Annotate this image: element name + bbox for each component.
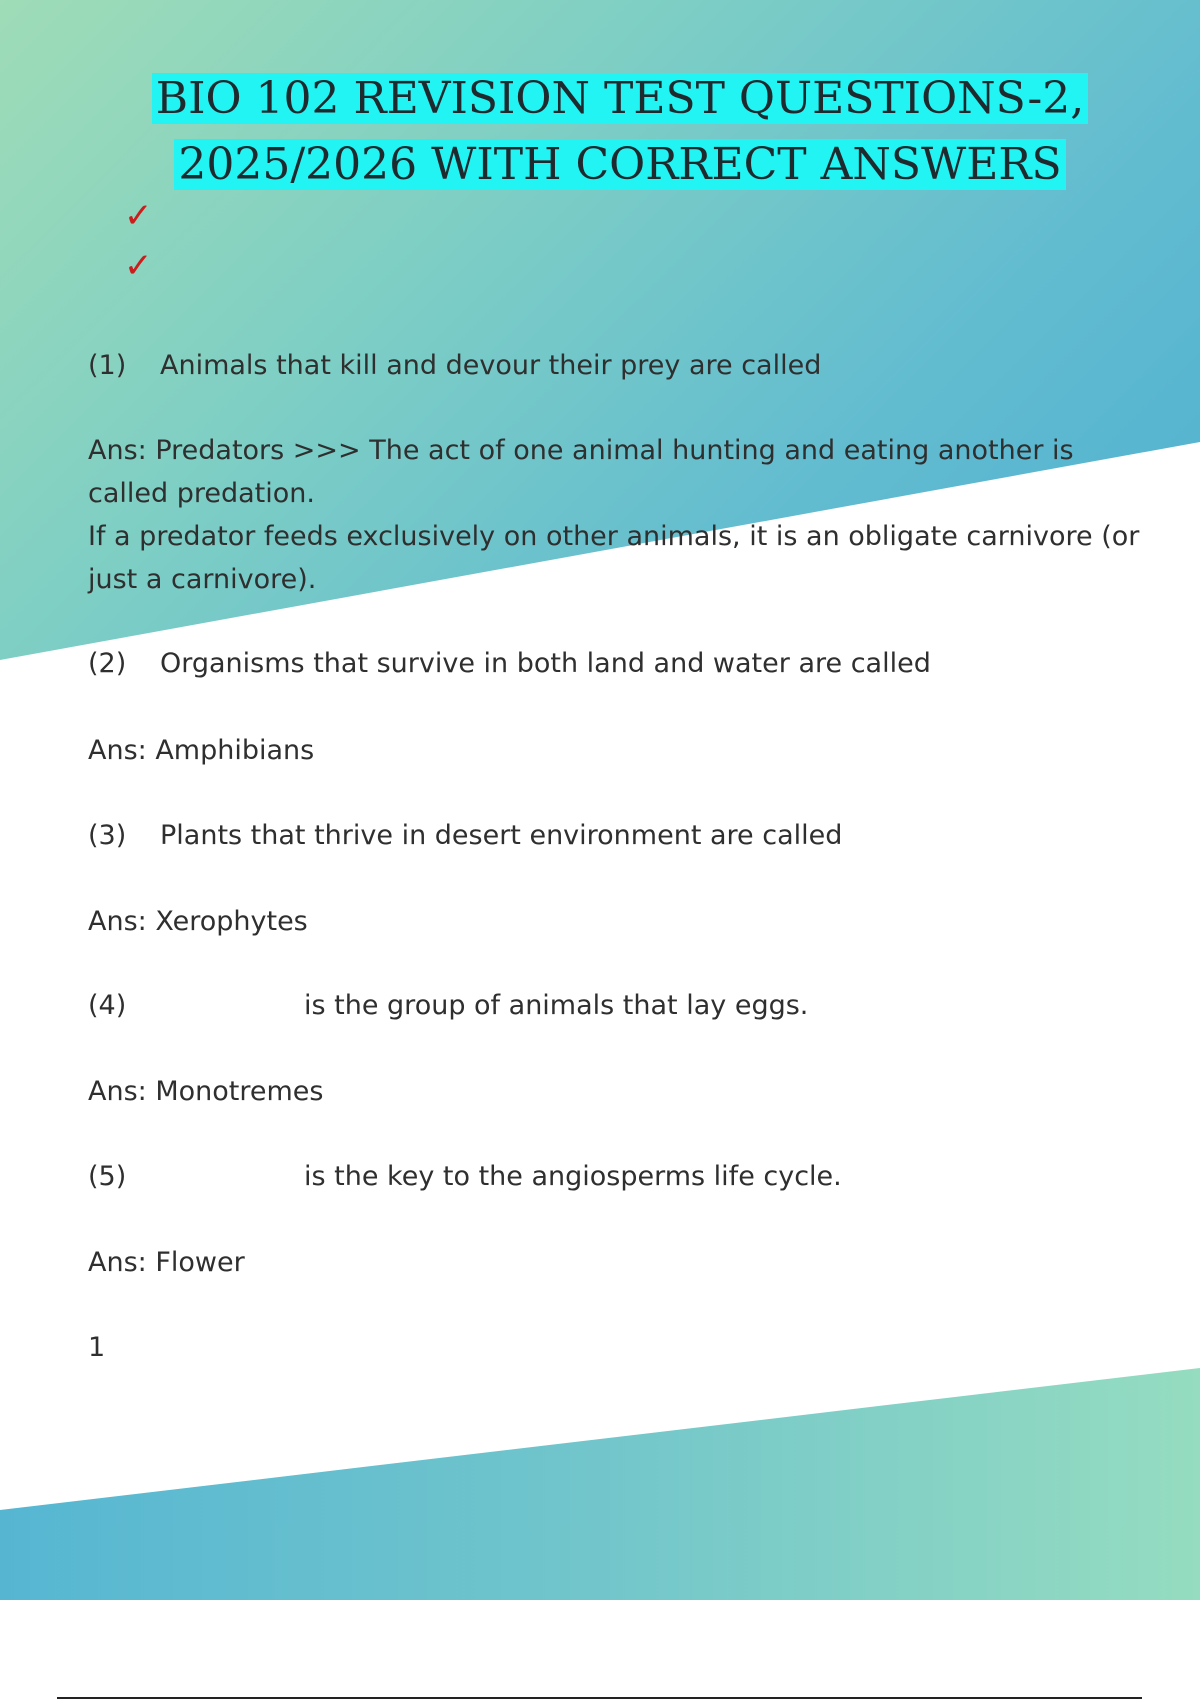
answer-3: Ans: Xerophytes	[88, 906, 308, 937]
answer-text: Ans: Predators >>> The act of one animal hunting and eating another is called predation.	[88, 435, 1074, 509]
question-5	[88, 1157, 842, 1197]
question-4	[88, 986, 808, 1026]
question-number: (1)	[88, 350, 127, 381]
answer-4: Ans: Monotremes	[88, 1076, 324, 1107]
question-number: (2)	[88, 648, 127, 679]
question-2	[88, 644, 931, 684]
check-mark-icon: ✓	[124, 246, 153, 286]
check-mark-icon: ✓	[124, 196, 153, 236]
question-3	[88, 816, 842, 856]
question-text: is the key to the angiosperms life cycle.	[304, 1161, 842, 1192]
question-text: is the group of animals that lay eggs.	[304, 990, 809, 1021]
question-text: Animals that kill and devour their prey are called	[160, 350, 822, 381]
title-line-2: 2025/2026 WITH CORRECT ANSWERS	[174, 139, 1065, 190]
page-title	[0, 66, 1200, 198]
answer-note: If a predator feeds exclusively on other animals, it is an obligate carnivore (or just a carnivore).	[88, 521, 1140, 595]
question-text: Organisms that survive in both land and water are called	[160, 648, 931, 679]
answer-5: Ans: Flower	[88, 1247, 245, 1278]
question-1	[88, 346, 821, 386]
question-number: (5)	[88, 1161, 127, 1192]
answer-2: Ans: Amphibians	[88, 735, 315, 766]
question-number: (4)	[88, 990, 127, 1021]
question-number: (3)	[88, 820, 127, 851]
question-text: Plants that thrive in desert environment are called	[160, 820, 843, 851]
footer-divider	[57, 1697, 1142, 1699]
answer-1	[88, 429, 1148, 601]
page-number: 1	[88, 1332, 106, 1363]
title-line-1: BIO 102 REVISION TEST QUESTIONS-2,	[152, 73, 1089, 124]
